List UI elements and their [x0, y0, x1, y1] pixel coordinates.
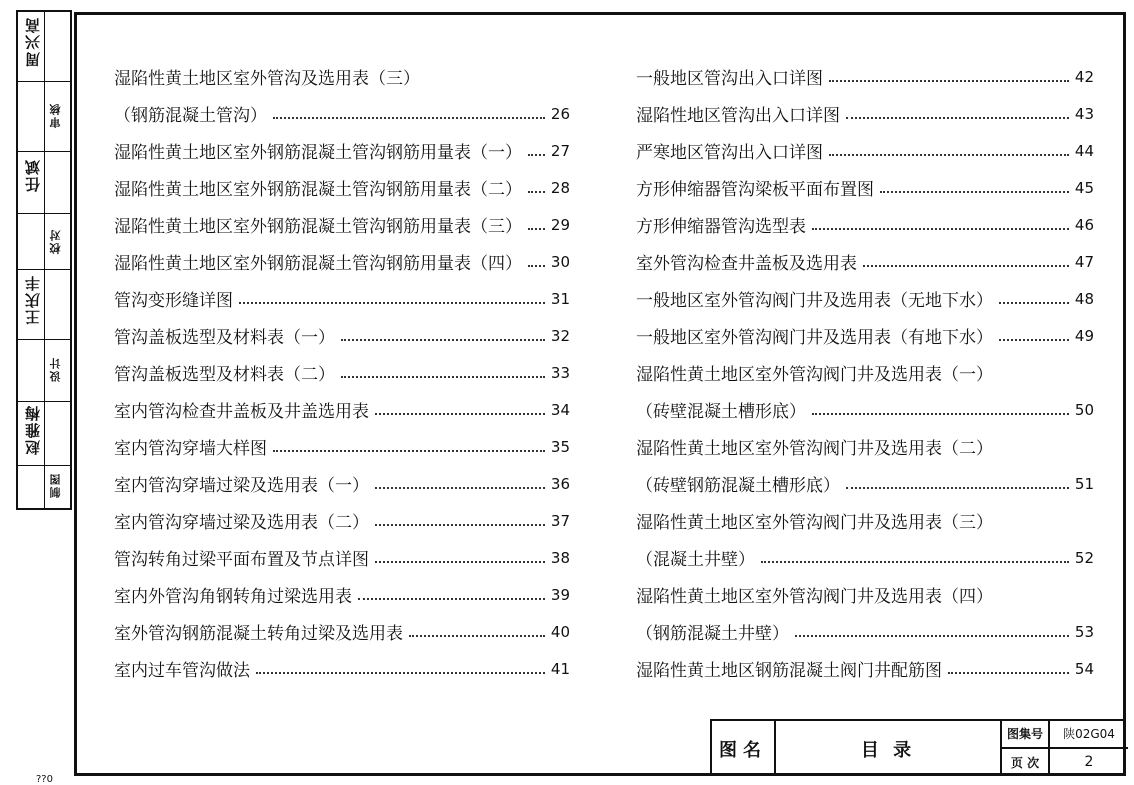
entry-title: （钢筋混凝土井壁）	[636, 624, 789, 644]
dot-leader	[239, 302, 545, 304]
toc-left-entry	[114, 465, 570, 502]
toc-left-entry	[114, 354, 570, 391]
drafter-name: 赵雅梅	[24, 404, 42, 455]
dot-leader	[761, 561, 1069, 563]
dot-leader	[375, 561, 545, 563]
toc-right-entry	[636, 206, 1094, 243]
toc-right-entry	[636, 391, 1094, 428]
entry-title: 室内管沟穿墙大样图	[114, 439, 267, 459]
entry-title: 一般地区管沟出入口详图	[636, 69, 823, 89]
toc-right-entry	[636, 95, 1094, 132]
dot-leader	[341, 376, 545, 378]
entry-title: 湿陷性地区管沟出入口详图	[636, 106, 840, 126]
page-number: 2	[1084, 754, 1094, 771]
sidebar-cell-checker-name	[18, 152, 70, 214]
title-block-drawing-name: 目 录	[776, 721, 1002, 776]
entry-page-number: 35	[550, 437, 570, 456]
toc-right-entry	[636, 243, 1094, 280]
toc-left-entry	[114, 132, 570, 169]
entry-title: 严寒地区管沟出入口详图	[636, 143, 823, 163]
toc-right-entry	[636, 539, 1094, 576]
dot-leader	[863, 265, 1069, 267]
toc-right-entry	[636, 428, 1094, 465]
sidebar-cell-draft-role	[18, 466, 70, 508]
entry-title: 湿陷性黄土地区室外管沟阀门井及选用表（四）	[636, 587, 993, 607]
entry-title: 管沟盖板选型及材料表（二）	[114, 365, 335, 385]
entry-title: 室外管沟检查井盖板及选用表	[636, 254, 857, 274]
toc-left-entry	[114, 539, 570, 576]
entry-title: 湿陷性黄土地区室外钢筋混凝土管沟钢筋用量表（四）	[114, 254, 522, 274]
sidebar-cell-check-role	[18, 214, 70, 270]
reviewer-name: 周兴高	[24, 16, 42, 67]
toc-right-entry	[636, 576, 1094, 613]
dot-leader	[528, 191, 545, 193]
entry-title: 湿陷性黄土地区室外管沟及选用表（三）	[114, 69, 420, 89]
toc-left-entry	[114, 243, 570, 280]
toc-left-entry	[114, 58, 570, 95]
toc-left-entry	[114, 280, 570, 317]
sidebar-cell-review-role	[18, 82, 70, 152]
entry-title: 湿陷性黄土地区室外管沟阀门井及选用表（三）	[636, 513, 993, 533]
dot-leader	[880, 191, 1069, 193]
dot-leader	[812, 413, 1069, 415]
toc-left-entry	[114, 613, 570, 650]
dot-leader	[846, 117, 1069, 119]
atlas-number: 陕02G04	[1050, 721, 1128, 749]
toc-right-entry	[636, 317, 1094, 354]
toc-left-column	[114, 58, 570, 687]
entry-page-number: 51	[1074, 474, 1094, 493]
entry-page-number: 41	[550, 659, 570, 678]
entry-page-number: 49	[1074, 326, 1094, 345]
entry-title: （砖壁钢筋混凝土槽形底）	[636, 476, 840, 496]
entry-page-number: 32	[550, 326, 570, 345]
entry-title: （混凝土井壁）	[636, 550, 755, 570]
entry-page-number: 26	[550, 104, 570, 123]
sidebar-cell-drafter-name	[18, 402, 70, 466]
dot-leader	[795, 635, 1069, 637]
entry-page-number: 30	[550, 252, 570, 271]
page-number-label: 页 次	[1002, 749, 1050, 777]
entry-page-number: 46	[1074, 215, 1094, 234]
entry-page-number: 50	[1074, 400, 1094, 419]
entry-page-number: 45	[1074, 178, 1094, 197]
designer-name: 王庆丰	[24, 274, 42, 325]
dot-leader	[375, 524, 545, 526]
check-role: 校对	[49, 228, 62, 254]
dot-leader	[812, 228, 1069, 230]
entry-page-number: 43	[1074, 104, 1094, 123]
entry-page-number: 40	[550, 622, 570, 641]
entry-page-number: 38	[550, 548, 570, 567]
corner-mark: ??0	[36, 774, 53, 785]
atlas-number-label: 图集号	[1002, 721, 1050, 749]
toc-left-entry	[114, 502, 570, 539]
approval-sidebar	[16, 10, 72, 510]
toc-right-entry	[636, 58, 1094, 95]
entry-title: 室内管沟检查井盖板及井盖选用表	[114, 402, 369, 422]
toc-right-entry	[636, 169, 1094, 206]
entry-page-number: 28	[550, 178, 570, 197]
title-block-name-label: 图名	[712, 721, 776, 776]
toc-left-entry	[114, 206, 570, 243]
dot-leader	[948, 672, 1069, 674]
toc-left-entry	[114, 428, 570, 465]
checker-name: 任斌	[24, 158, 42, 192]
entry-page-number: 48	[1074, 289, 1094, 308]
entry-title: （钢筋混凝土管沟）	[114, 106, 267, 126]
review-role: 审核	[49, 102, 62, 128]
entry-page-number: 39	[550, 585, 570, 604]
entry-title: 管沟转角过梁平面布置及节点详图	[114, 550, 369, 570]
entry-title: 室内管沟穿墙过梁及选用表（二）	[114, 513, 369, 533]
sidebar-cell-reviewer-name	[18, 12, 70, 82]
title-block-meta	[1002, 721, 1128, 776]
entry-page-number: 52	[1074, 548, 1094, 567]
entry-title: 一般地区室外管沟阀门井及选用表（无地下水）	[636, 291, 993, 311]
toc-right-entry	[636, 613, 1094, 650]
dot-leader	[256, 672, 545, 674]
toc-right-column	[636, 58, 1094, 687]
dot-leader	[528, 154, 545, 156]
entry-title: 湿陷性黄土地区室外钢筋混凝土管沟钢筋用量表（三）	[114, 217, 522, 237]
dot-leader	[829, 80, 1069, 82]
entry-title: 管沟变形缝详图	[114, 291, 233, 311]
entry-page-number: 36	[550, 474, 570, 493]
sidebar-cell-designer-name	[18, 270, 70, 340]
entry-page-number: 37	[550, 511, 570, 530]
entry-title: 室外管沟钢筋混凝土转角过梁及选用表	[114, 624, 403, 644]
entry-title: 室内过车管沟做法	[114, 661, 250, 681]
entry-title: 方形伸缩器管沟选型表	[636, 217, 806, 237]
title-block	[710, 719, 1126, 776]
draft-role: 制图	[49, 472, 62, 498]
entry-title: 湿陷性黄土地区室外管沟阀门井及选用表（二）	[636, 439, 993, 459]
toc-left-entry	[114, 391, 570, 428]
dot-leader	[528, 265, 545, 267]
toc-left-entry	[114, 169, 570, 206]
entry-title: （砖壁混凝土槽形底）	[636, 402, 806, 422]
toc-left-entry	[114, 317, 570, 354]
dot-leader	[409, 635, 545, 637]
sidebar-cell-design-role	[18, 340, 70, 402]
toc-right-entry	[636, 650, 1094, 687]
toc-right-entry	[636, 465, 1094, 502]
toc-right-entry	[636, 132, 1094, 169]
toc-right-entry	[636, 502, 1094, 539]
entry-title: 湿陷性黄土地区钢筋混凝土阀门井配筋图	[636, 661, 942, 681]
entry-title: 方形伸缩器管沟梁板平面布置图	[636, 180, 874, 200]
design-role: 设计	[49, 356, 62, 382]
entry-title: 湿陷性黄土地区室外管沟阀门井及选用表（一）	[636, 365, 993, 385]
dot-leader	[528, 228, 545, 230]
entry-page-number: 34	[550, 400, 570, 419]
toc-left-entry	[114, 95, 570, 132]
entry-page-number: 33	[550, 363, 570, 382]
entry-title: 室内外管沟角钢转角过梁选用表	[114, 587, 352, 607]
dot-leader	[999, 339, 1069, 341]
dot-leader	[341, 339, 545, 341]
entry-title: 湿陷性黄土地区室外钢筋混凝土管沟钢筋用量表（二）	[114, 180, 522, 200]
dot-leader	[273, 117, 545, 119]
dot-leader	[999, 302, 1069, 304]
entry-page-number: 31	[550, 289, 570, 308]
entry-title: 一般地区室外管沟阀门井及选用表（有地下水）	[636, 328, 993, 348]
toc-right-entry	[636, 280, 1094, 317]
entry-title: 室内管沟穿墙过梁及选用表（一）	[114, 476, 369, 496]
entry-page-number: 53	[1074, 622, 1094, 641]
dot-leader	[846, 487, 1069, 489]
entry-title: 湿陷性黄土地区室外钢筋混凝土管沟钢筋用量表（一）	[114, 143, 522, 163]
entry-page-number: 29	[550, 215, 570, 234]
dot-leader	[375, 487, 545, 489]
dot-leader	[829, 154, 1069, 156]
toc-right-entry	[636, 354, 1094, 391]
dot-leader	[375, 413, 545, 415]
entry-page-number: 47	[1074, 252, 1094, 271]
entry-title: 管沟盖板选型及材料表（一）	[114, 328, 335, 348]
toc-left-entry	[114, 650, 570, 687]
toc-left-entry	[114, 576, 570, 613]
dot-leader	[358, 598, 545, 600]
entry-page-number: 27	[550, 141, 570, 160]
entry-page-number: 42	[1074, 67, 1094, 86]
entry-page-number: 54	[1074, 659, 1094, 678]
dot-leader	[273, 450, 545, 452]
entry-page-number: 44	[1074, 141, 1094, 160]
